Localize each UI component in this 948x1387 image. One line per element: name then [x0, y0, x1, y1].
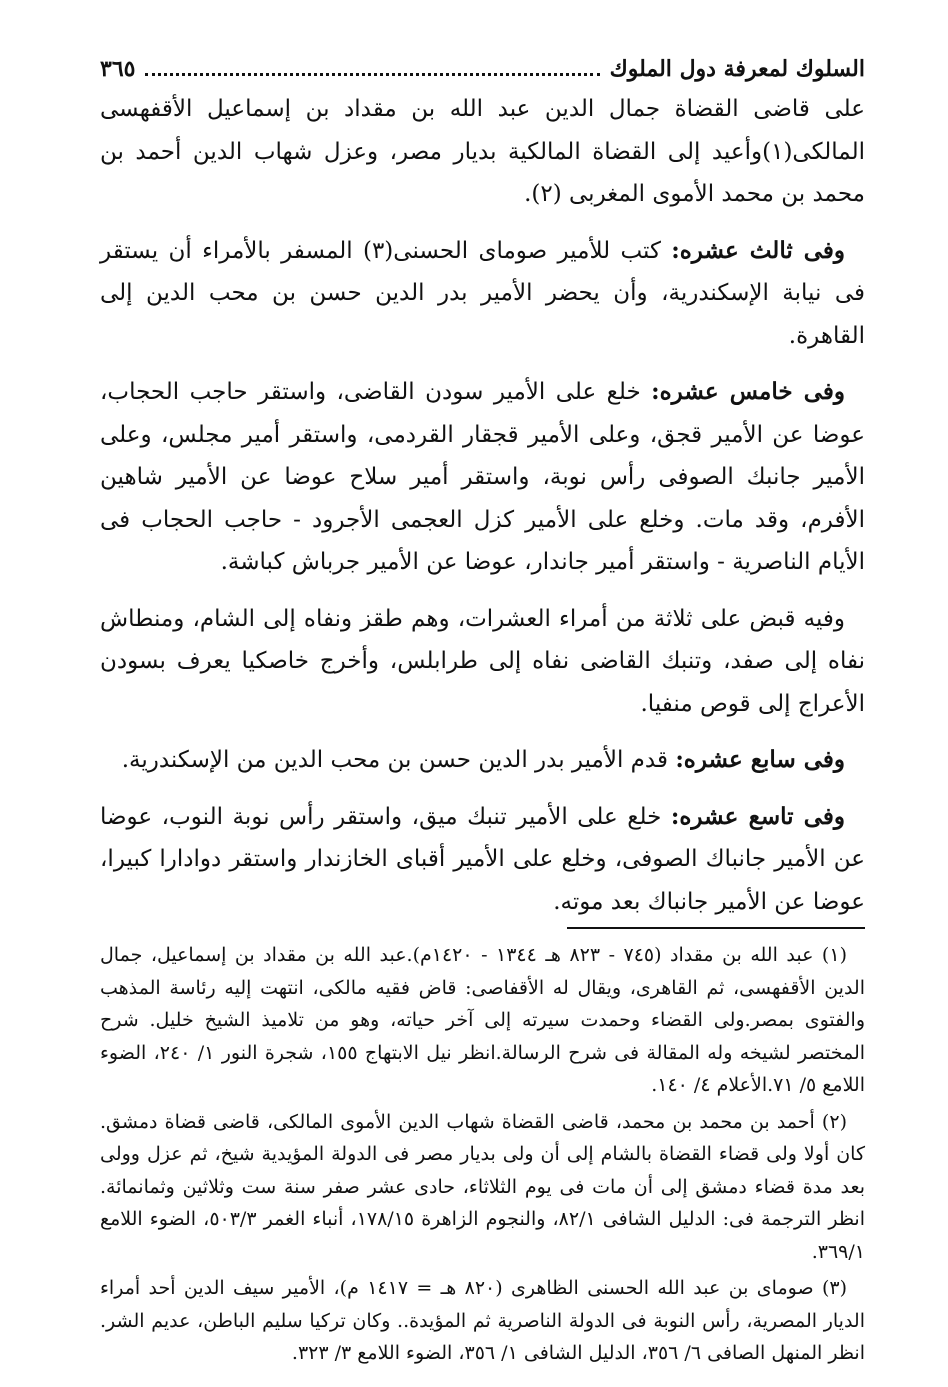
paragraph-text: خلع على الأمير سودن القاضى، واستقر حاجب الحجاب، عوضا عن الأمير قجق، وعلى الأمير قجقار القردمى، واستقر أمير مجلس، وعلى الأمير جانبك الصوفى رأس نوبة، واستقر أمير سلاح عوضا عن الأمير شاهين الأفرم، وقد مات. وخلع على الأمير كزل العجمى الأجرود - حاجب الحجاب فى الأيام الناصرية - واستقر أمير جاندار، عوضا عن الأمير جرباش كباشة.	[100, 379, 865, 575]
paragraph	[100, 796, 865, 924]
paragraph	[100, 230, 865, 358]
main-text	[100, 88, 865, 923]
document-page	[100, 52, 865, 1370]
paragraph-text: كتب للأمير صوماى الحسنى(٣) المسفر بالأمراء أن يستقر فى نيابة الإسكندرية، وأن يحضر الأمير بدر الدين حسن بن محب الدين إلى القاهرة.	[100, 237, 865, 349]
paragraph	[100, 371, 865, 584]
page-number: ٣٦٥	[100, 56, 136, 82]
paragraph	[100, 88, 865, 216]
paragraph-text: وفيه قبض على ثلاثة من أمراء العشرات، وهم طقز ونفاه إلى الشام، ومنطاش نفاه إلى صفد، وتنبك القاضى نفاه إلى طرابلس، وأخرج خاصكيا يعرف بسودن الأعراج إلى قوص منفيا.	[100, 605, 865, 717]
paragraph-text: خلع على الأمير تنبك ميق، واستقر رأس نوبة النوب، عوضا عن الأمير جانباك الصوفى، وخلع على الأمير أقباى الخازندار واستقر دوادارا كبيرا، عوضا عن الأمير جانباك بعد موته.	[100, 803, 865, 915]
paragraph-lead: وفى ثالث عشره:	[671, 236, 845, 264]
running-title: السلوك لمعرفة دول الملوك	[609, 56, 865, 82]
paragraph-lead: وفى خامس عشره:	[651, 378, 845, 405]
paragraph-lead: وفى تاسع عشره:	[670, 802, 845, 830]
footnote: (٣) صوماى بن عبد الله الحسنى الظاهرى (٨٢٠ هـ = ١٤١٧ م)، الأمير سيف الدين أحد أمراء الديار المصرية، رأس النوبة فى الدولة الناصرية ثم المؤيدة.. وكان تركيا سليم الباطن، عديم الشر. انظر المنهل الصافى ٦/ ٣٥٦، الدليل الشافى ١/ ٣٥٦، الضوء اللامع ٣/ ٣٢٣.	[100, 1277, 865, 1364]
running-header	[100, 52, 865, 88]
footnote: (٢) أحمد بن محمد بن محمد، قاضى القضاة شهاب الدين الأموى المالكى، قاضى قضاة دمشق. كان أولا ولى قضاء القضاة بالشام إلى أن ولى بديار مصر فى الدولة المؤيدية شيخ، ثم عزل وولى بعد مدة قضاء دمشق إلى أن مات فى يوم الثلاثاء، حادى عشر صفر سنة ست وثلاثين وثمانمائة. انظر الترجمة فى: الدليل الشافى ٨٢/١، والنجوم الزاهرة ١٧٨/١٥، أنباء الغمر ٥٠٣/٣، الضوء اللامع ٣٦٩/١.	[100, 1110, 865, 1263]
leader-dots	[145, 72, 599, 76]
footnote-separator	[567, 927, 865, 929]
footnotes	[100, 939, 865, 1370]
footnote: (١) عبد الله بن مقداد (٧٤٥ - ٨٢٣ هـ ١٣٤٤ - ١٤٢٠م).عبد الله بن مقداد بن إسماعيل، جمال الدين الأقفهسى، ثم القاهرى، ويقال له الأقفاصى: قاض فقيه مالكى، انتهت إليه رئاسة المذهب والفتوى بمصر.ولى القضاء وحمدت سيرته إلى آخر حياته، وهو من تلاميذ الشيخ خليل. شرح المختصر لشيخه وله المقالة فى شرح الرسالة.انظر نيل الابتهاج ١٥٥، شجرة النور ١/ ٢٤٠، الضوء اللامع ٥/ ٧١.الأعلام ٤/ ١٤٠.	[100, 944, 866, 1096]
paragraph	[100, 598, 865, 726]
paragraph-lead: وفى سابع عشره:	[675, 746, 845, 773]
paragraph	[100, 739, 865, 782]
paragraph-text: قدم الأمير بدر الدين حسن بن محب الدين من الإسكندرية.	[121, 747, 676, 773]
paragraph-text: على قاضى القضاة جمال الدين عبد الله بن مقداد بن إسماعيل الأقفهسى المالكى(١)وأعيد إلى القضاة المالكية بديار مصر، وعزل شهاب الدين أحمد بن محمد بن محمد الأموى المغربى (٢).	[100, 96, 865, 207]
